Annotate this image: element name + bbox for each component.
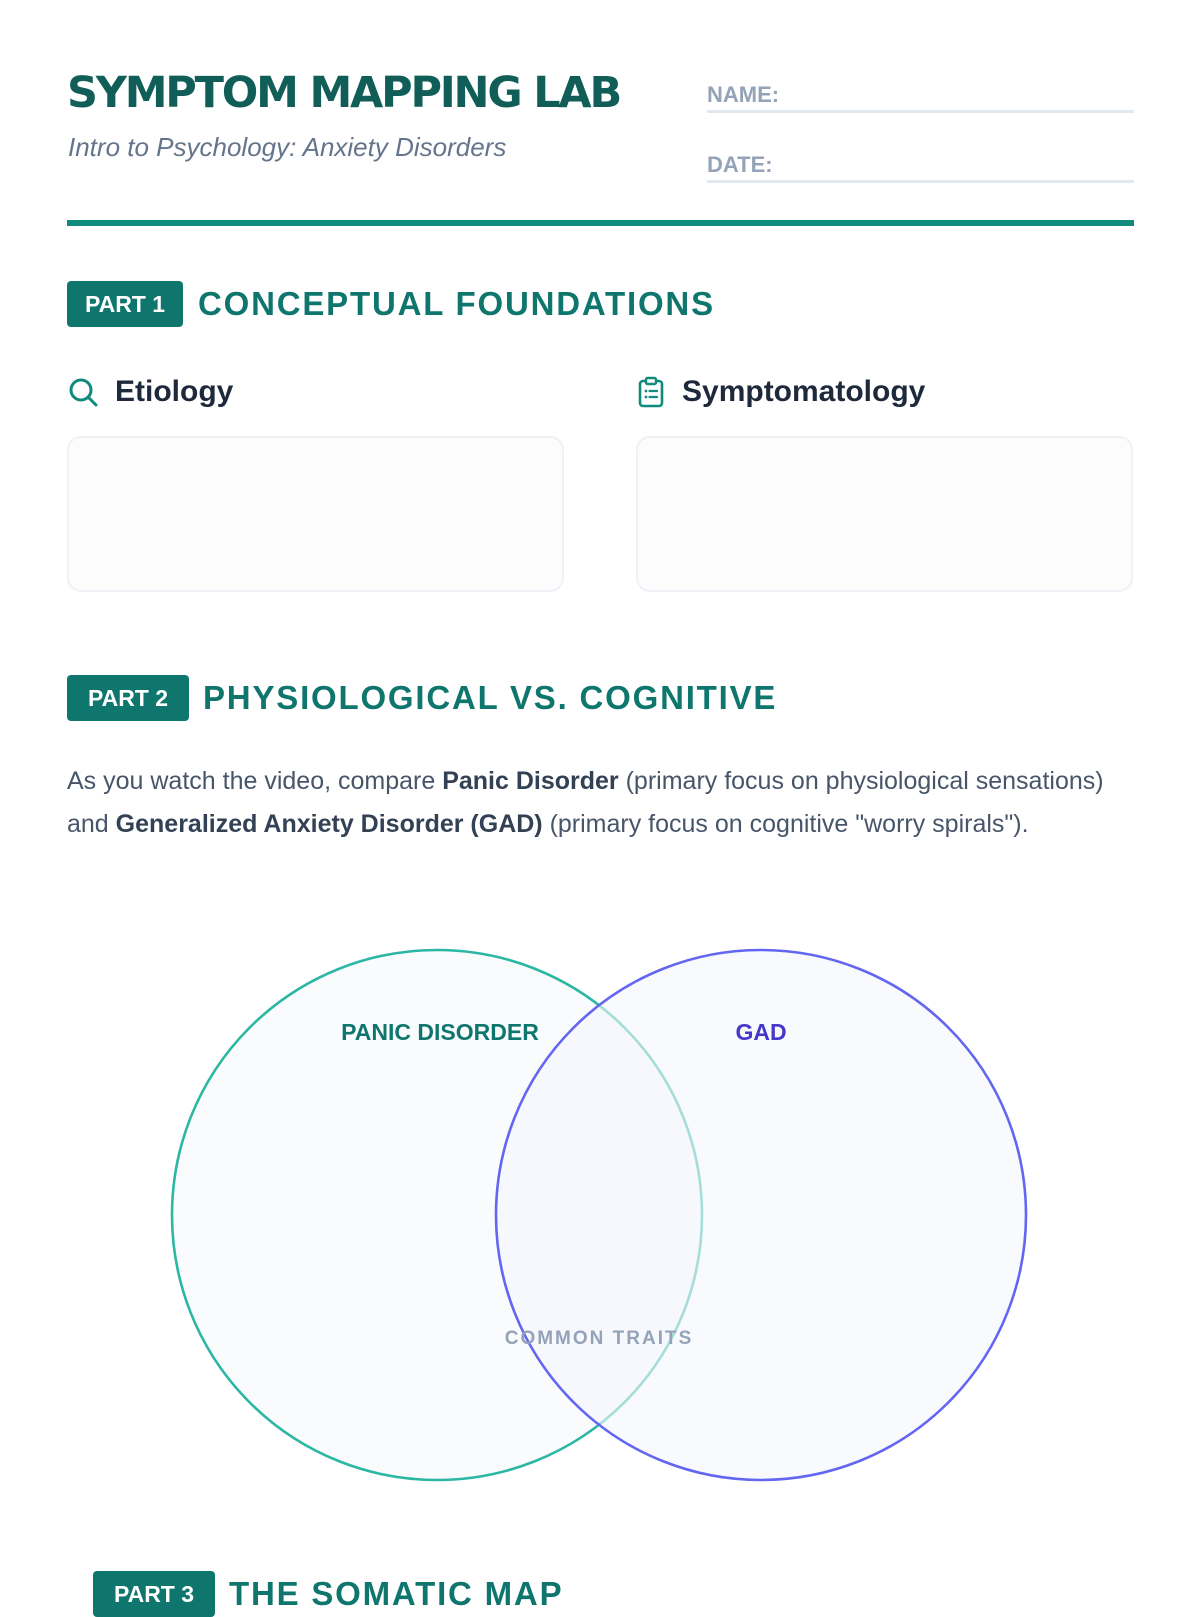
part-1-title: CONCEPTUAL FOUNDATIONS [198,285,715,322]
symptomatology-label: Symptomatology [682,375,926,408]
etiology-answer-box[interactable] [67,436,564,592]
page-title: SYMPTOM MAPPING LAB [67,68,621,118]
clipboard-icon [636,376,666,408]
part-2-badge: PART 2 [67,675,189,721]
symptomatology-heading [636,372,925,412]
date-field[interactable] [707,152,1134,183]
instructions-term-panic: Panic Disorder [442,767,619,795]
venn-diagram [0,930,1200,1490]
symptomatology-answer-box[interactable] [636,436,1133,592]
etiology-heading [67,372,233,412]
instructions-end: (primary focus on cognitive "worry spirals"). [542,810,1029,838]
search-icon [67,376,99,408]
part-3-badge: PART 3 [93,1571,215,1617]
panic-disorder-label: PANIC DISORDER [341,1019,539,1045]
part-2-title: PHYSIOLOGICAL VS. COGNITIVE [203,679,778,716]
common-traits-label: COMMON TRAITS [504,1328,694,1349]
instructions-term-gad: Generalized Anxiety Disorder (GAD) [115,810,543,838]
instructions-middle: (primary focus on physiological sensations) and [67,767,1104,838]
name-field[interactable] [707,82,1134,113]
part-3-title: THE SOMATIC MAP [229,1575,564,1612]
date-field-label: DATE: [707,152,773,177]
gad-label: GAD [735,1019,787,1045]
part-2-instructions [67,760,1147,846]
page-subtitle: Intro to Psychology: Anxiety Disorders [68,132,507,162]
etiology-label: Etiology [115,375,234,408]
instructions-intro: As you watch the video, compare [67,767,443,795]
part-1-badge: PART 1 [67,281,183,327]
name-field-label: NAME: [707,82,780,107]
header-divider [67,220,1134,226]
